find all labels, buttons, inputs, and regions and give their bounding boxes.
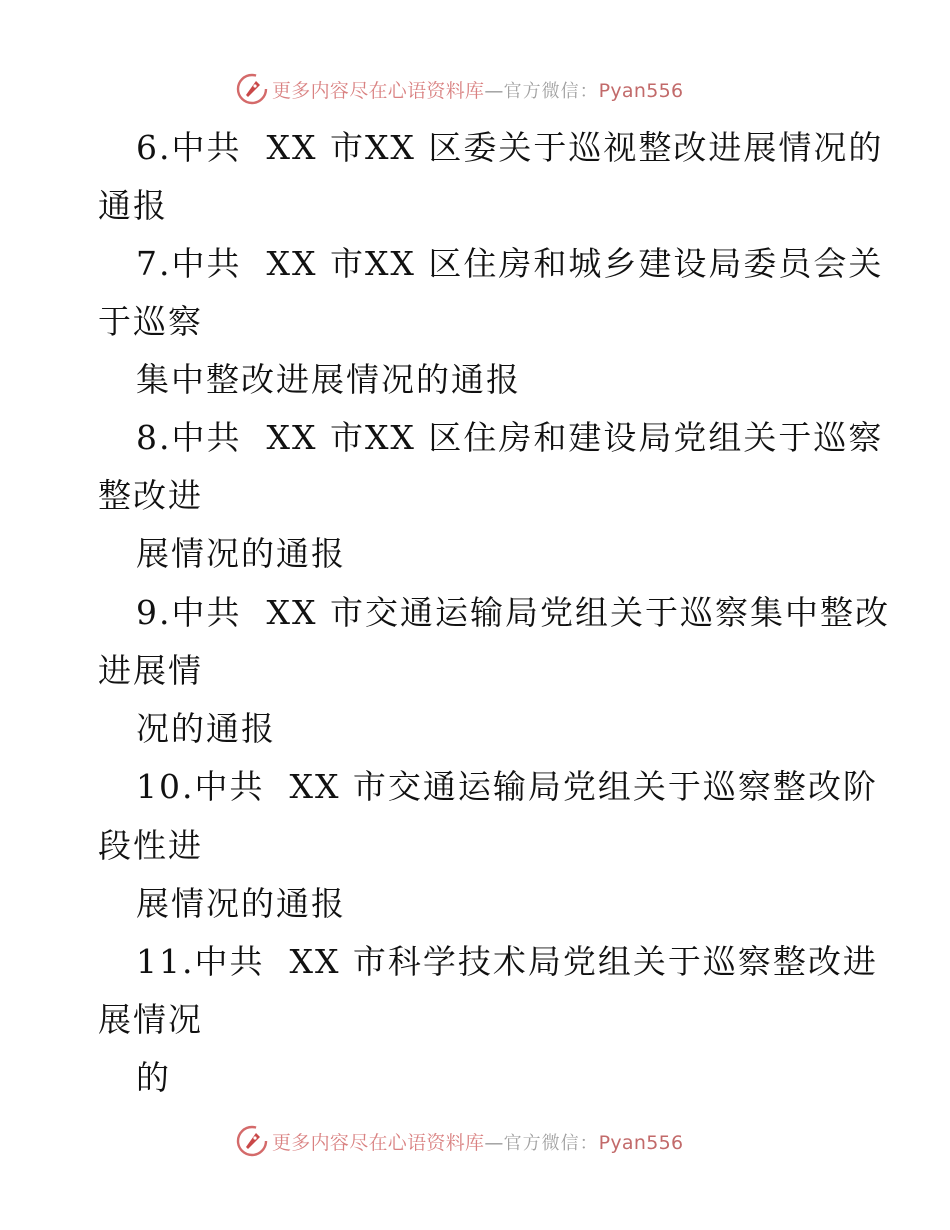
line-6: 8.中共 XX 市XX 区住房和建设局党组关于巡察 (136, 418, 884, 457)
watermark-separator: — (484, 79, 504, 102)
watermark-separator: — (484, 1131, 504, 1154)
watermark-banner-bottom (236, 1124, 683, 1158)
line-11: 况的通报 (136, 709, 276, 748)
line-13: 段性进 (98, 826, 203, 865)
watermark-lead: 更多内容尽在心语资料库 (272, 1131, 485, 1154)
line-15: 11.中共 XX 市科学技术局党组关于巡察整改进 (136, 942, 878, 981)
watermark-wechat-label: 官方微信： (503, 80, 599, 102)
line-8: 展情况的通报 (136, 534, 346, 573)
line-17: 的 (136, 1058, 171, 1097)
watermark-banner-top (236, 72, 683, 106)
watermark-wechat-id: Pyan556 (598, 79, 684, 102)
line-14: 展情况的通报 (136, 884, 346, 923)
line-1: 6.中共 XX 市XX 区委关于巡视整改进展情况的 (136, 128, 884, 167)
line-5: 集中整改进展情况的通报 (136, 360, 521, 399)
watermark-wechat-id: Pyan556 (598, 1131, 684, 1154)
watermark-lead: 更多内容尽在心语资料库 (272, 79, 485, 102)
line-9: 9.中共 XX 市交通运输局党组关于巡察集中整改 (136, 593, 890, 632)
line-12: 10.中共 XX 市交通运输局党组关于巡察整改阶 (136, 767, 878, 806)
line-16: 展情况 (98, 1000, 203, 1039)
line-4: 于巡察 (98, 302, 203, 341)
line-2: 通报 (98, 186, 168, 225)
pen-nib-logo-icon (236, 73, 268, 105)
line-10: 进展情 (98, 651, 203, 690)
line-3: 7.中共 XX 市XX 区住房和城乡建设局委员会关 (136, 244, 884, 283)
watermark-wechat-label: 官方微信： (503, 1132, 599, 1154)
pen-nib-logo-icon (236, 1125, 268, 1157)
line-7: 整改进 (98, 476, 203, 515)
